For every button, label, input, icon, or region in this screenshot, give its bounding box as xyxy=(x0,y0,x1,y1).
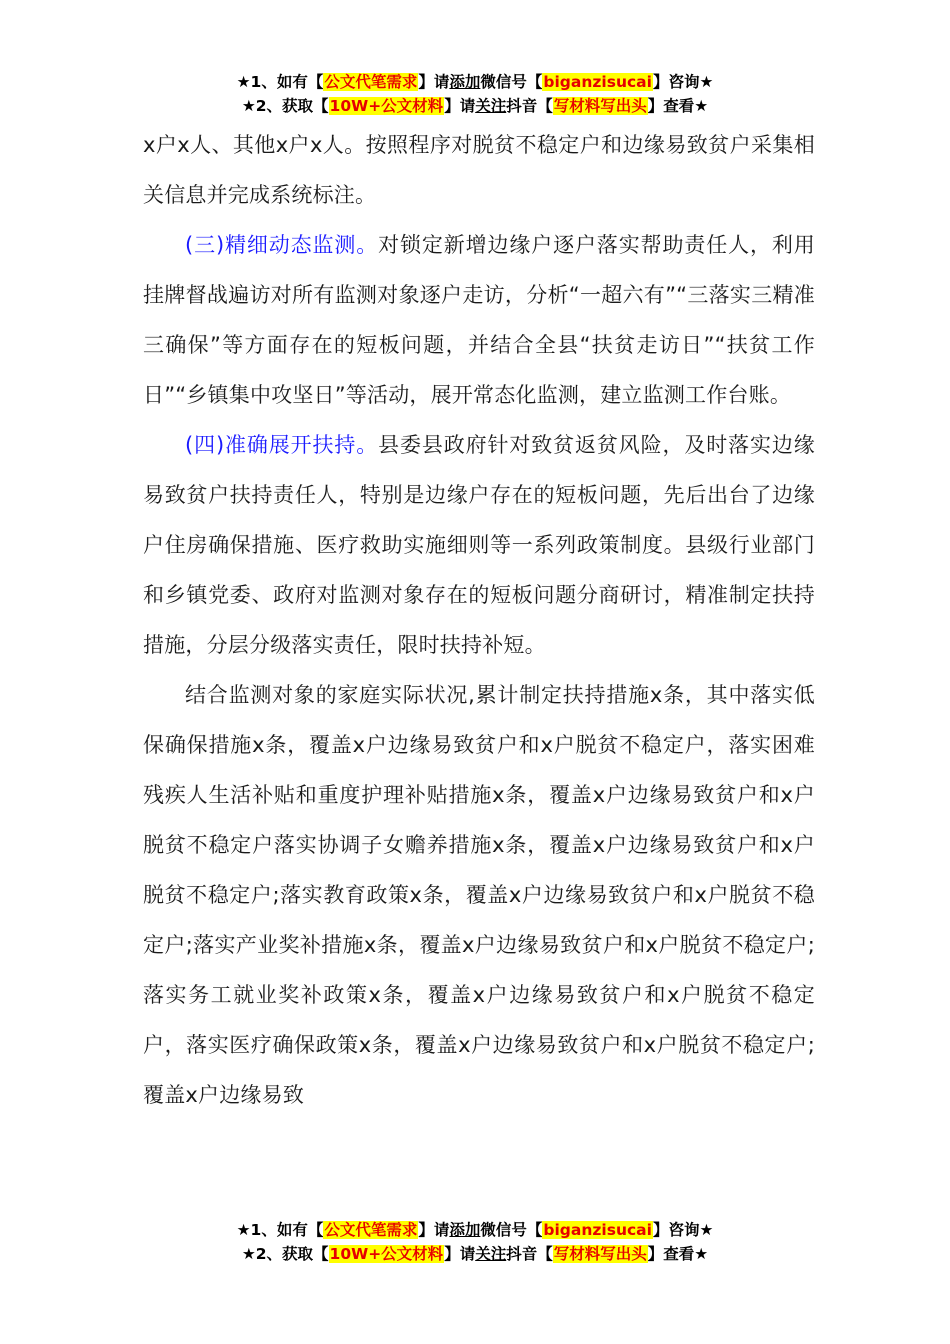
banner-highlight: 10W+公文材料 xyxy=(329,97,444,115)
banner-line-1 xyxy=(0,1218,950,1242)
banner-text: 】查看★ xyxy=(647,97,709,115)
banner-text: 】咨询★ xyxy=(652,1221,714,1239)
paragraph-text: 县委县政府针对致贫返贫风险，及时落实边缘易致贫户扶持责任人，特别是边缘户存在的短板问题，先后出台了边缘户住房确保措施、医疗救助实施细则等一系列政策制度。县级行业部门和乡镇党委、政府对监测对象存在的短板问题分商研讨，精准制定扶持措施，分层分级落实责任，限时扶持补短。 xyxy=(143,433,816,657)
paragraph xyxy=(143,220,815,420)
banner-text: ★2、获取【 xyxy=(241,1245,329,1263)
paragraph xyxy=(143,420,815,670)
banner-highlight: 10W+公文材料 xyxy=(329,1245,444,1263)
banner-text: 】查看★ xyxy=(647,1245,709,1263)
banner-text: ★1、如有【 xyxy=(236,73,324,91)
banner-text: ★1、如有【 xyxy=(236,1221,324,1239)
section-heading: (三)精细动态监测。 xyxy=(185,233,379,257)
banner-highlight: biganzisucai xyxy=(543,73,652,91)
banner-line-1 xyxy=(0,70,950,94)
banner-text: 】咨询★ xyxy=(652,73,714,91)
banner-text: 微信号【 xyxy=(480,73,543,91)
banner-underline-text: 添加 xyxy=(449,73,481,91)
banner-highlight: 公文代笔需求 xyxy=(324,73,418,91)
banner-underline-text: 关注 xyxy=(475,1245,507,1263)
banner-underline-text: 关注 xyxy=(475,97,507,115)
banner-line-2 xyxy=(0,1242,950,1266)
banner-text: 微信号【 xyxy=(480,1221,543,1239)
banner-text: 】请 xyxy=(418,1221,450,1239)
banner-highlight: biganzisucai xyxy=(543,1221,652,1239)
paragraph-text: 结合监测对象的家庭实际状况,累计制定扶持措施x条，其中落实低保确保措施x条，覆盖x户边缘易致贫户和x户脱贫不稳定户，落实困难残疾人生活补贴和重度护理补贴措施x条，覆盖x户边缘易致贫户和x户脱贫不稳定户落实协调子女赡养措施x条，覆盖x户边缘易致贫户和x户脱贫不稳定户;落实教育政策x条，覆盖x户边缘易致贫户和x户脱贫不稳定户;落实产业奖补措施x条，覆盖x户边缘易致贫户和x户脱贫不稳定户;落实务工就业奖补政策x条，覆盖x户边缘易致贫户和x户脱贫不稳定户，落实医疗确保政策x条，覆盖x户边缘易致贫户和x户脱贫不稳定户;覆盖x户边缘易致 xyxy=(143,683,815,1107)
banner-line-2 xyxy=(0,94,950,118)
footer-banner xyxy=(0,1218,950,1266)
banner-text: 抖音【 xyxy=(506,1245,553,1263)
banner-highlight: 写材料写出头 xyxy=(553,1245,647,1263)
banner-text: 】请 xyxy=(444,1245,476,1263)
banner-highlight: 公文代笔需求 xyxy=(324,1221,418,1239)
header-banner xyxy=(0,70,950,118)
banner-underline-text: 添加 xyxy=(449,1221,481,1239)
banner-text: ★2、获取【 xyxy=(241,97,329,115)
paragraph-text: x户x人、其他x户x人。按照程序对脱贫不稳定户和边缘易致贫户采集相关信息并完成系统标注。 xyxy=(143,133,815,207)
document-body xyxy=(143,120,815,1120)
paragraph xyxy=(143,120,815,220)
banner-text: 】请 xyxy=(444,97,476,115)
banner-text: 】请 xyxy=(418,73,450,91)
banner-text: 抖音【 xyxy=(506,97,553,115)
banner-highlight: 写材料写出头 xyxy=(553,97,647,115)
paragraph xyxy=(143,670,815,1120)
paragraph-text: 对锁定新增边缘户逐户落实帮助责任人，利用挂牌督战遍访对所有监测对象逐户走访，分析“一超六有”“三落实三精准三确保”等方面存在的短板问题，并结合全县“扶贫走访日”“扶贫工作日”“乡镇集中攻坚日”等活动，展开常态化监测，建立监测工作台账。 xyxy=(143,233,816,407)
section-heading: (四)准确展开扶持。 xyxy=(185,433,379,457)
